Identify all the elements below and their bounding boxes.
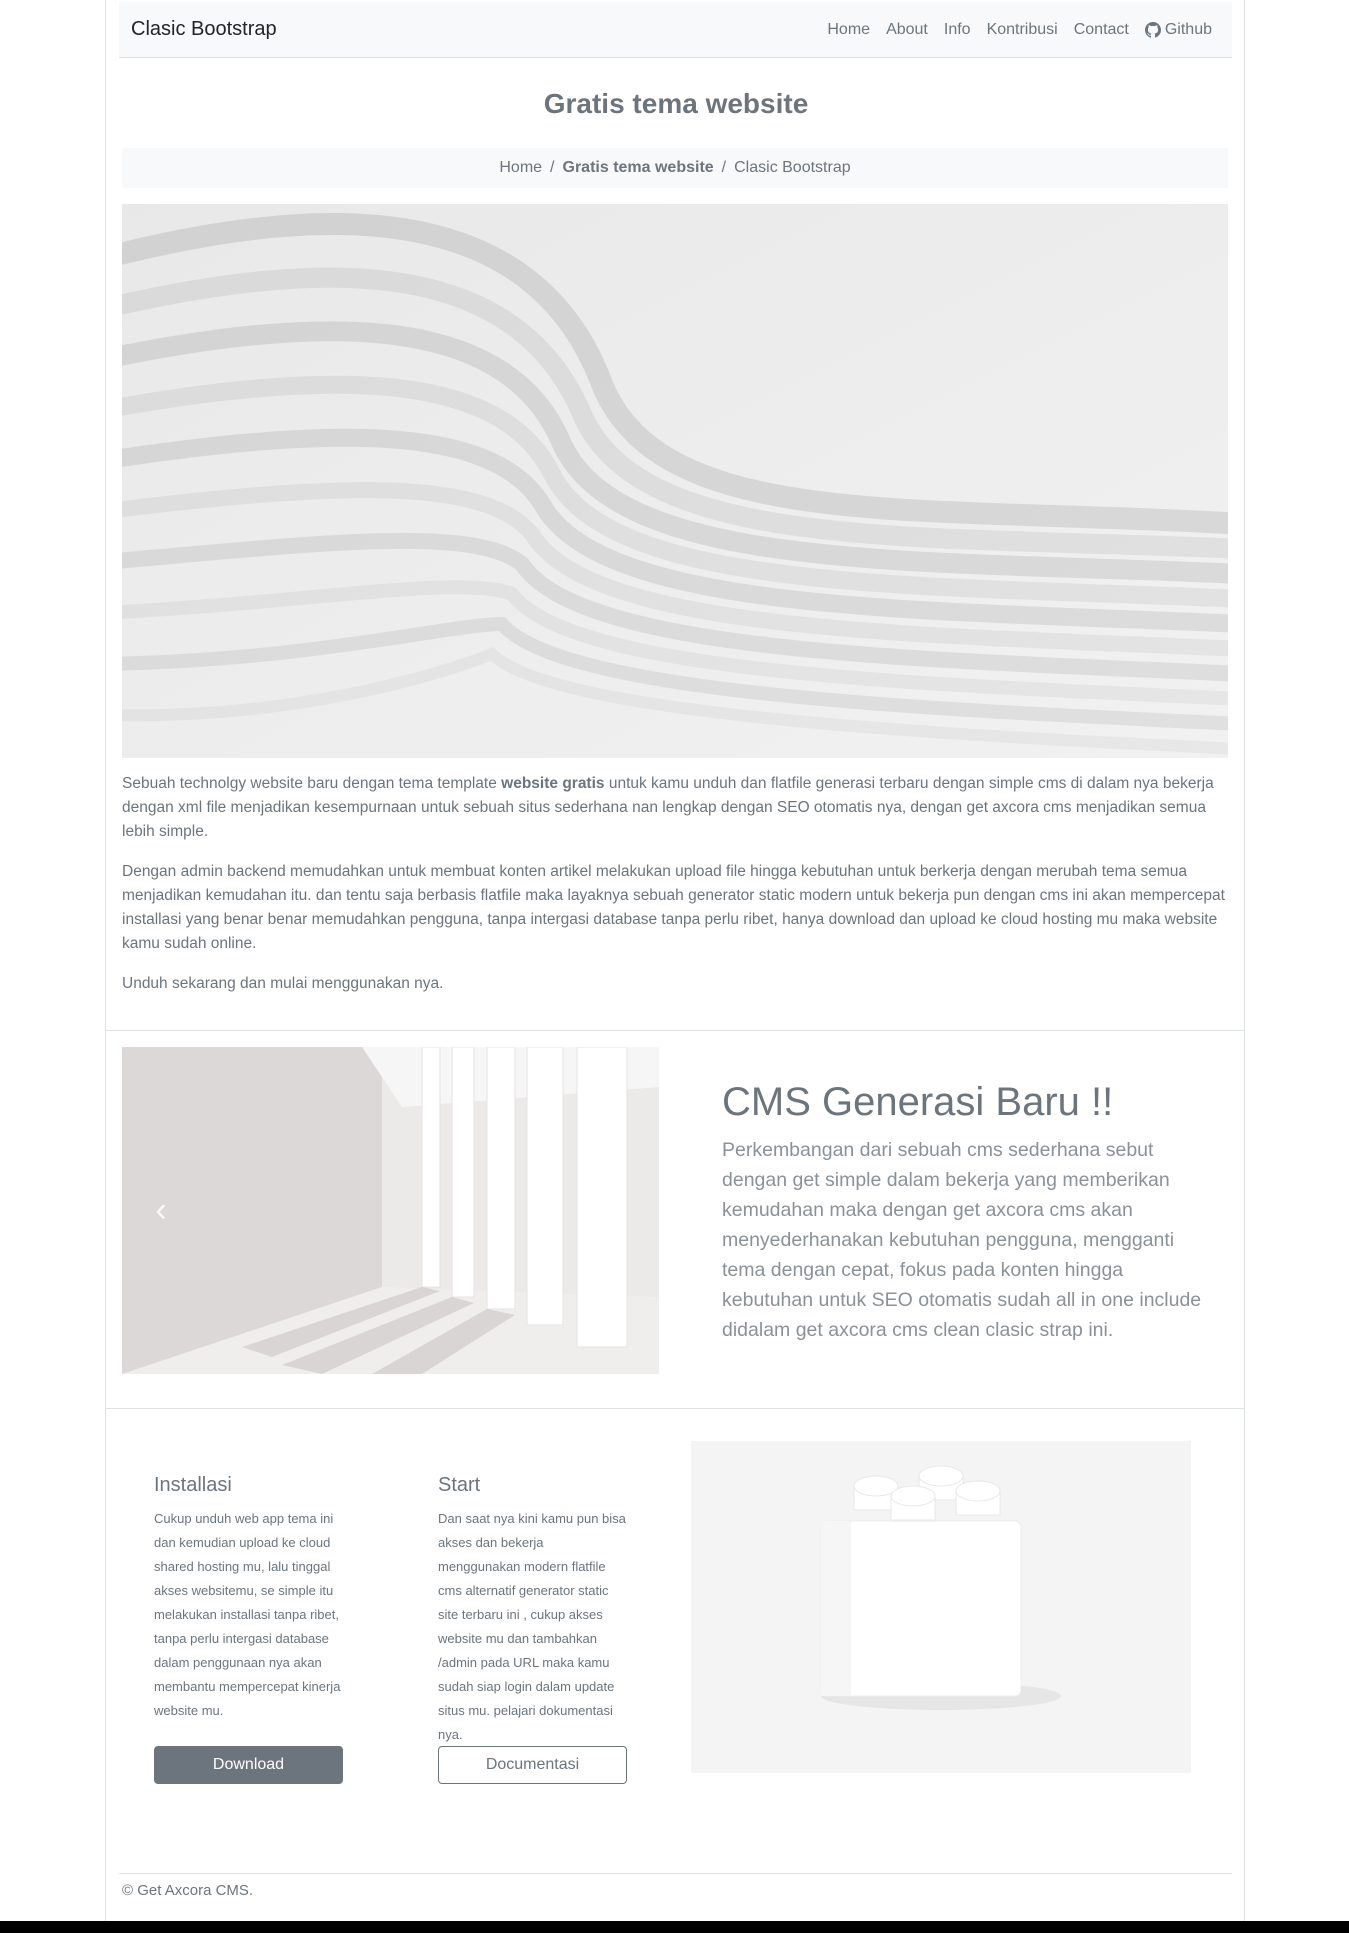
- nav-home[interactable]: Home: [827, 20, 871, 38]
- page-title: Gratis tema website: [543, 88, 809, 119]
- section-divider: [106, 1030, 1244, 1031]
- nav-links: [819, 21, 1220, 39]
- feature-title: CMS Generasi Baru !!: [722, 1080, 1114, 1124]
- documentation-button[interactable]: Documentasi: [438, 1746, 627, 1784]
- navbar: [119, 2, 1232, 58]
- feature-description: Perkembangan dari sebuah cms sederhana sebut dengan get simple dalam bekerja yang memberikan kemudahan maka dengan get axcora cms akan menyederhanakan kebutuhan pengguna, mengganti tema dengan cepat, fokus pada konten hingga kebutuhan untuk SEO otomatis sudah all in one include didalam get axcora cms clean clasic strap ini.: [722, 1139, 1202, 1341]
- intro-p1-text-rest: untuk kamu unduh dan flatfile generasi terbaru dengan simple cms di dalam nya bekerja dengan xml file menjadikan kesempurnaan untuk sebuah situs sederhana nan lengkap dengan SEO otomatis nya, dengan get axcora cms menjadikan semua lebih simple.: [122, 775, 1214, 840]
- hero-image: [122, 204, 1228, 758]
- hero-wave-graphic: [122, 204, 1228, 758]
- start-text: Dan saat nya kini kamu pun bisa akses dan bekerja menggunakan modern flatfile cms alternatif generator static site terbaru ini , cukup akses website mu dan tambahkan /admin pada URL maka kamu sudah siap login dalam update situs mu. pelajari dokumentasi nya.: [438, 1511, 626, 1742]
- image-carousel[interactable]: [122, 1047, 659, 1374]
- brand-link[interactable]: Clasic Bootstrap: [131, 18, 277, 40]
- carousel-prev-button[interactable]: ‹: [155, 1191, 167, 1229]
- breadcrumb-separator: /: [550, 159, 555, 176]
- bottom-black-bar: [0, 1921, 1349, 1933]
- install-text: Cukup unduh web app tema ini dan kemudian upload ke cloud shared hosting mu, lalu tinggal akses websitemu, se simple itu melakukan installasi tanpa ribet, tanpa perlu intergasi database dalam penggunaan nya akan membantu mempercepat kinerja website mu.: [154, 1511, 341, 1718]
- intro-p1-text: Sebuah technolgy website baru dengan tema template: [122, 775, 502, 792]
- intro-text: [122, 772, 1228, 1012]
- github-icon: [1145, 22, 1161, 38]
- lego-brick-graphic: [691, 1441, 1191, 1773]
- intro-p1-bold: website gratis: [501, 775, 605, 792]
- breadcrumb-category[interactable]: Gratis tema website: [562, 159, 714, 176]
- breadcrumb-current: Clasic Bootstrap: [734, 159, 851, 176]
- intro-paragraph-3: Unduh sekarang dan mulai menggunakan nya.: [122, 975, 444, 992]
- nav-kontribusi[interactable]: Kontribusi: [986, 20, 1058, 38]
- github-label: Github: [1164, 20, 1212, 38]
- footer-copyright: © Get Axcora CMS.: [122, 1882, 254, 1899]
- lego-brick-image: [691, 1441, 1191, 1773]
- breadcrumb-home[interactable]: Home: [499, 159, 543, 176]
- carousel-next-button[interactable]: ›: [614, 1191, 626, 1229]
- start-column: [438, 1474, 628, 1747]
- breadcrumb-separator: /: [721, 159, 727, 176]
- section-divider: [106, 1408, 1244, 1409]
- nav-about[interactable]: About: [886, 20, 928, 38]
- page-container: [105, 0, 1245, 1921]
- nav-github[interactable]: [1137, 21, 1220, 39]
- nav-contact[interactable]: Contact: [1073, 20, 1129, 38]
- download-button[interactable]: Download: [154, 1746, 343, 1784]
- intro-paragraph-1: [122, 772, 1228, 844]
- install-title: Installasi: [154, 1474, 232, 1496]
- intro-paragraph-2: Dengan admin backend memudahkan untuk membuat konten artikel melakukan upload file hingga kebutuhan untuk berkerja dengan merubah tema semua menjadikan kemudahan itu. dan tentu saja berbasis flatfile maka layaknya sebuah generator static modern untuk bekerja pun dengan cms ini akan mempercepat installasi yang benar benar memudahkan pengguna, tanpa intergasi database tanpa perlu ribet, hanya download dan upload ke cloud hosting mu maka website kamu sudah online.: [122, 863, 1225, 952]
- footer-divider: [119, 1873, 1232, 1874]
- nav-info[interactable]: Info: [943, 20, 971, 38]
- colonnade-image: [122, 1047, 659, 1374]
- install-column: [154, 1474, 344, 1723]
- breadcrumb: [122, 148, 1228, 188]
- start-title: Start: [438, 1474, 481, 1496]
